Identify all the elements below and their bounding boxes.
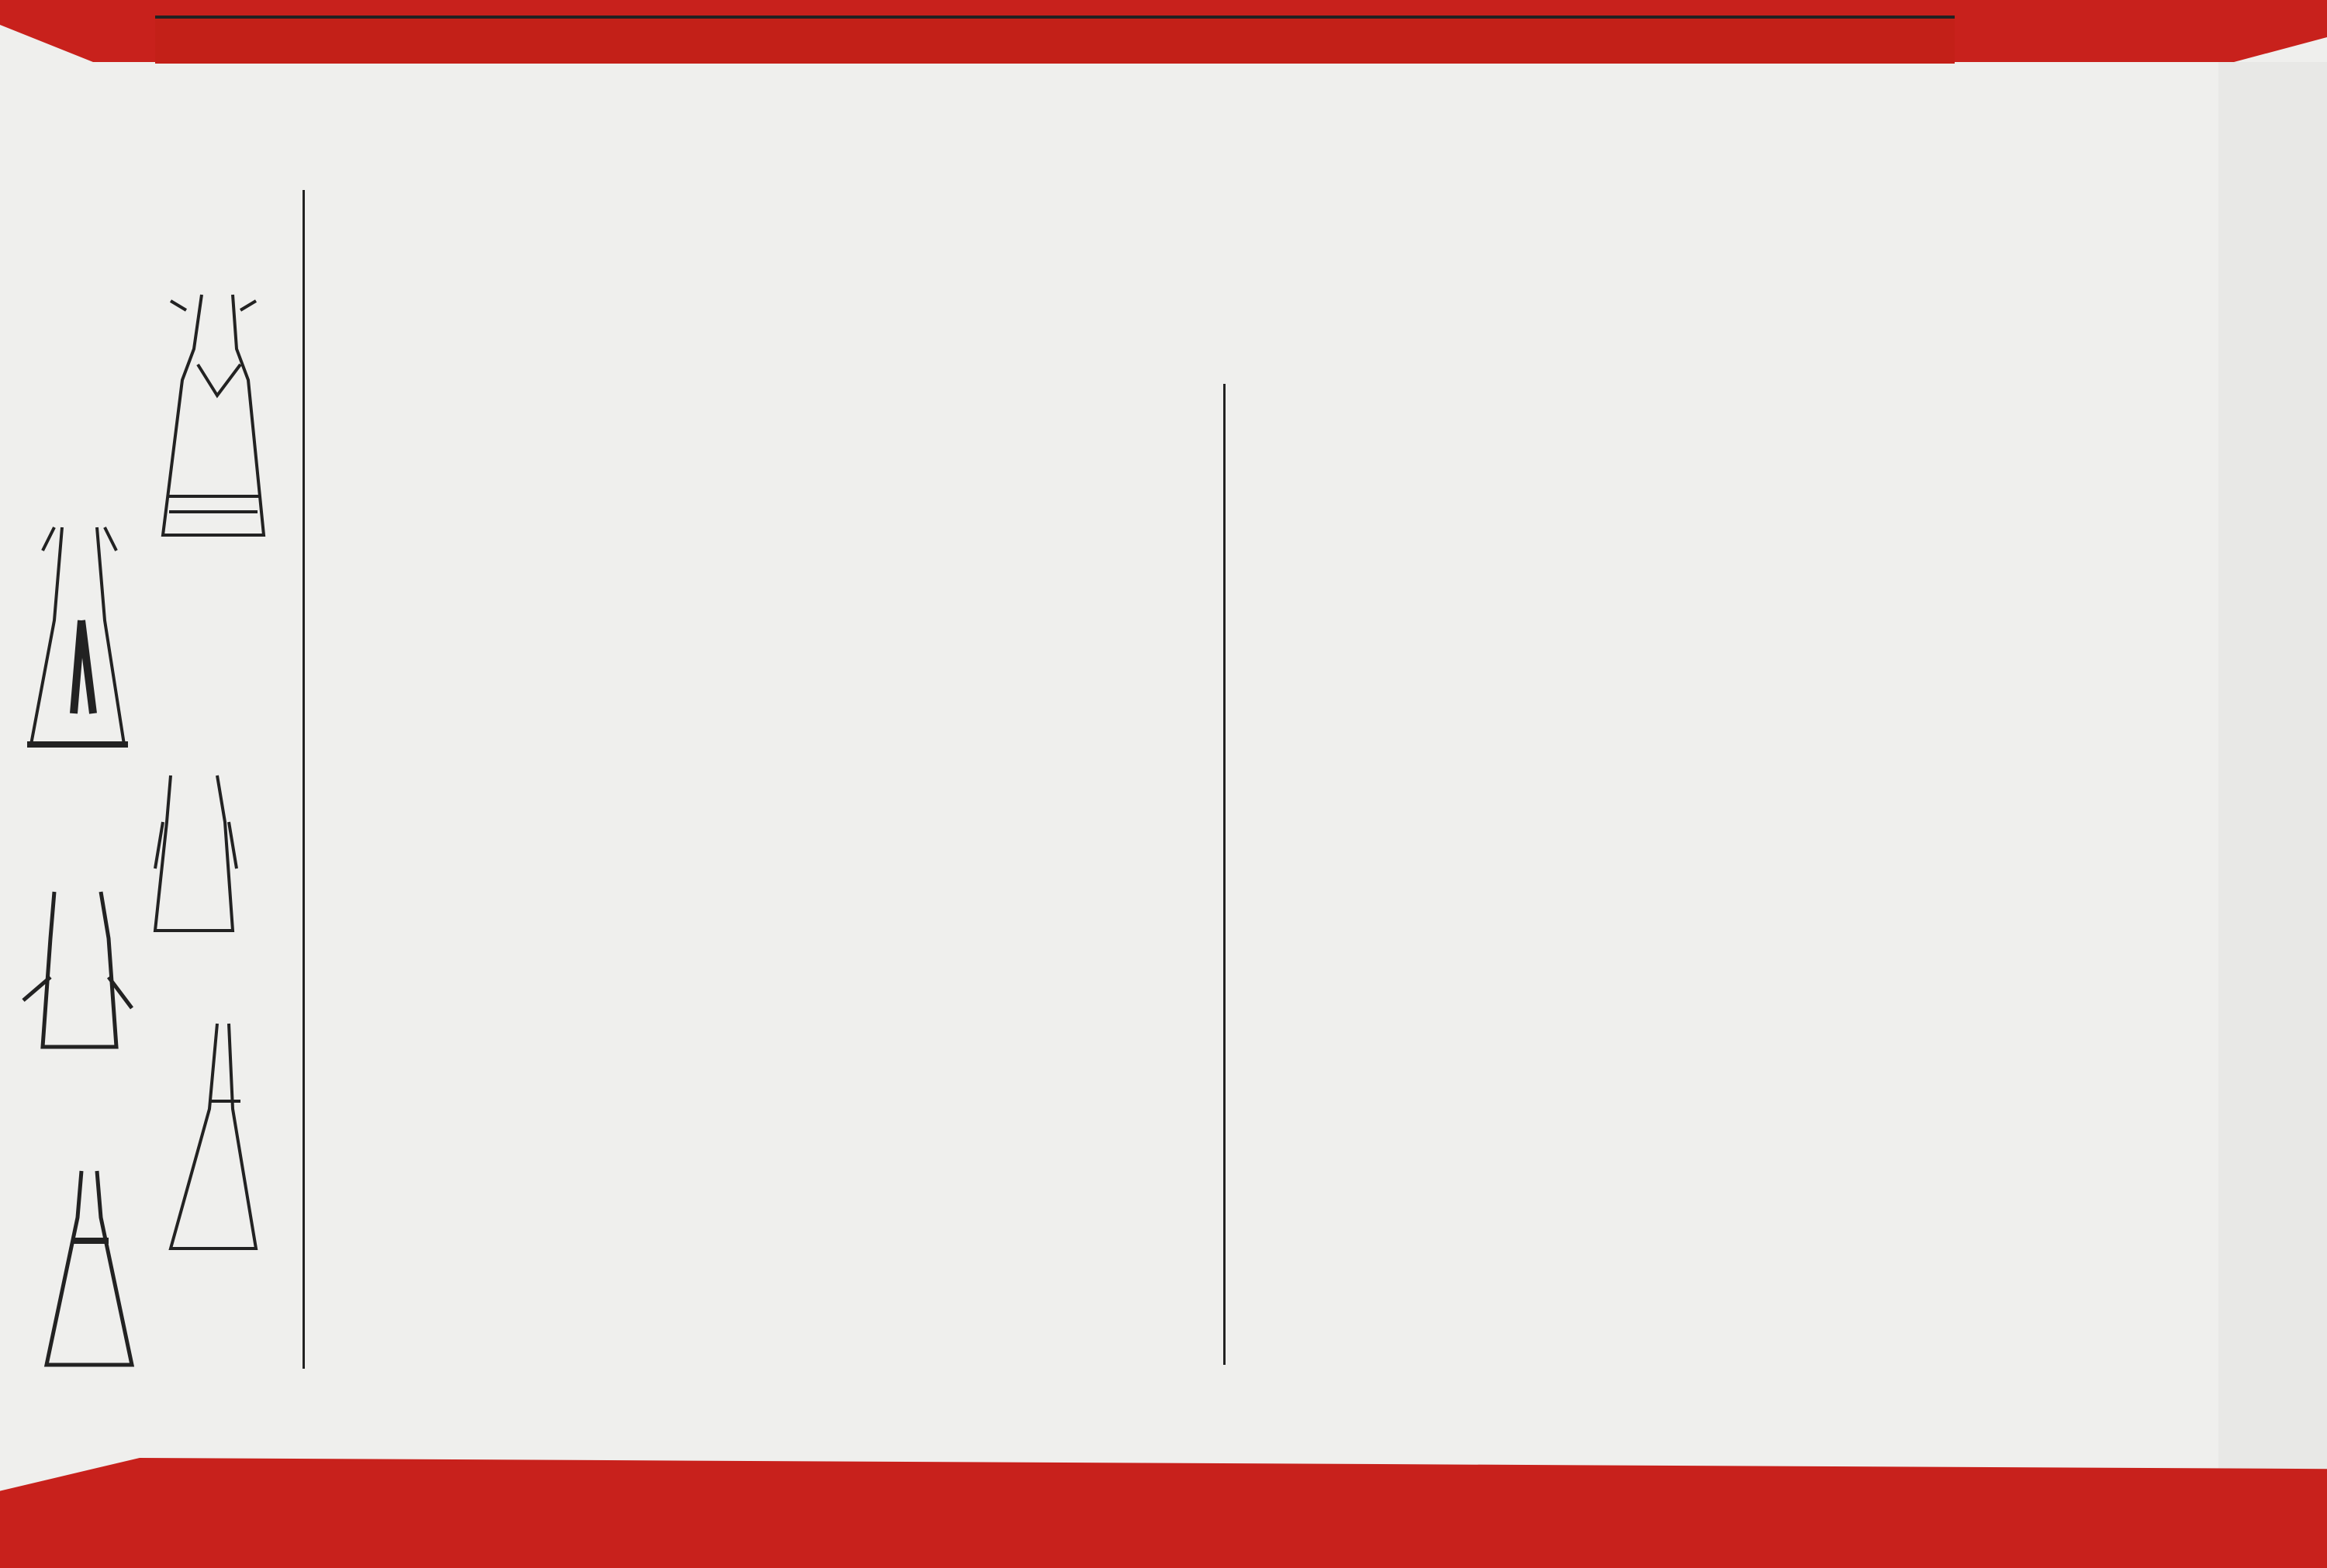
footer-band [0,1458,2327,1568]
side-strip [2218,62,2327,1489]
measuring-ruler [155,16,1955,64]
view-4-sketch [23,892,132,1047]
apron-sketches [8,279,287,1411]
table-divider [1223,384,1226,1365]
view-2-sketch [27,527,128,744]
left-divider [303,190,305,1369]
view-6-sketch [47,1171,132,1365]
view-1-sketch [163,295,264,535]
view-5-sketch [171,1024,256,1249]
view-3-sketch [155,775,237,931]
